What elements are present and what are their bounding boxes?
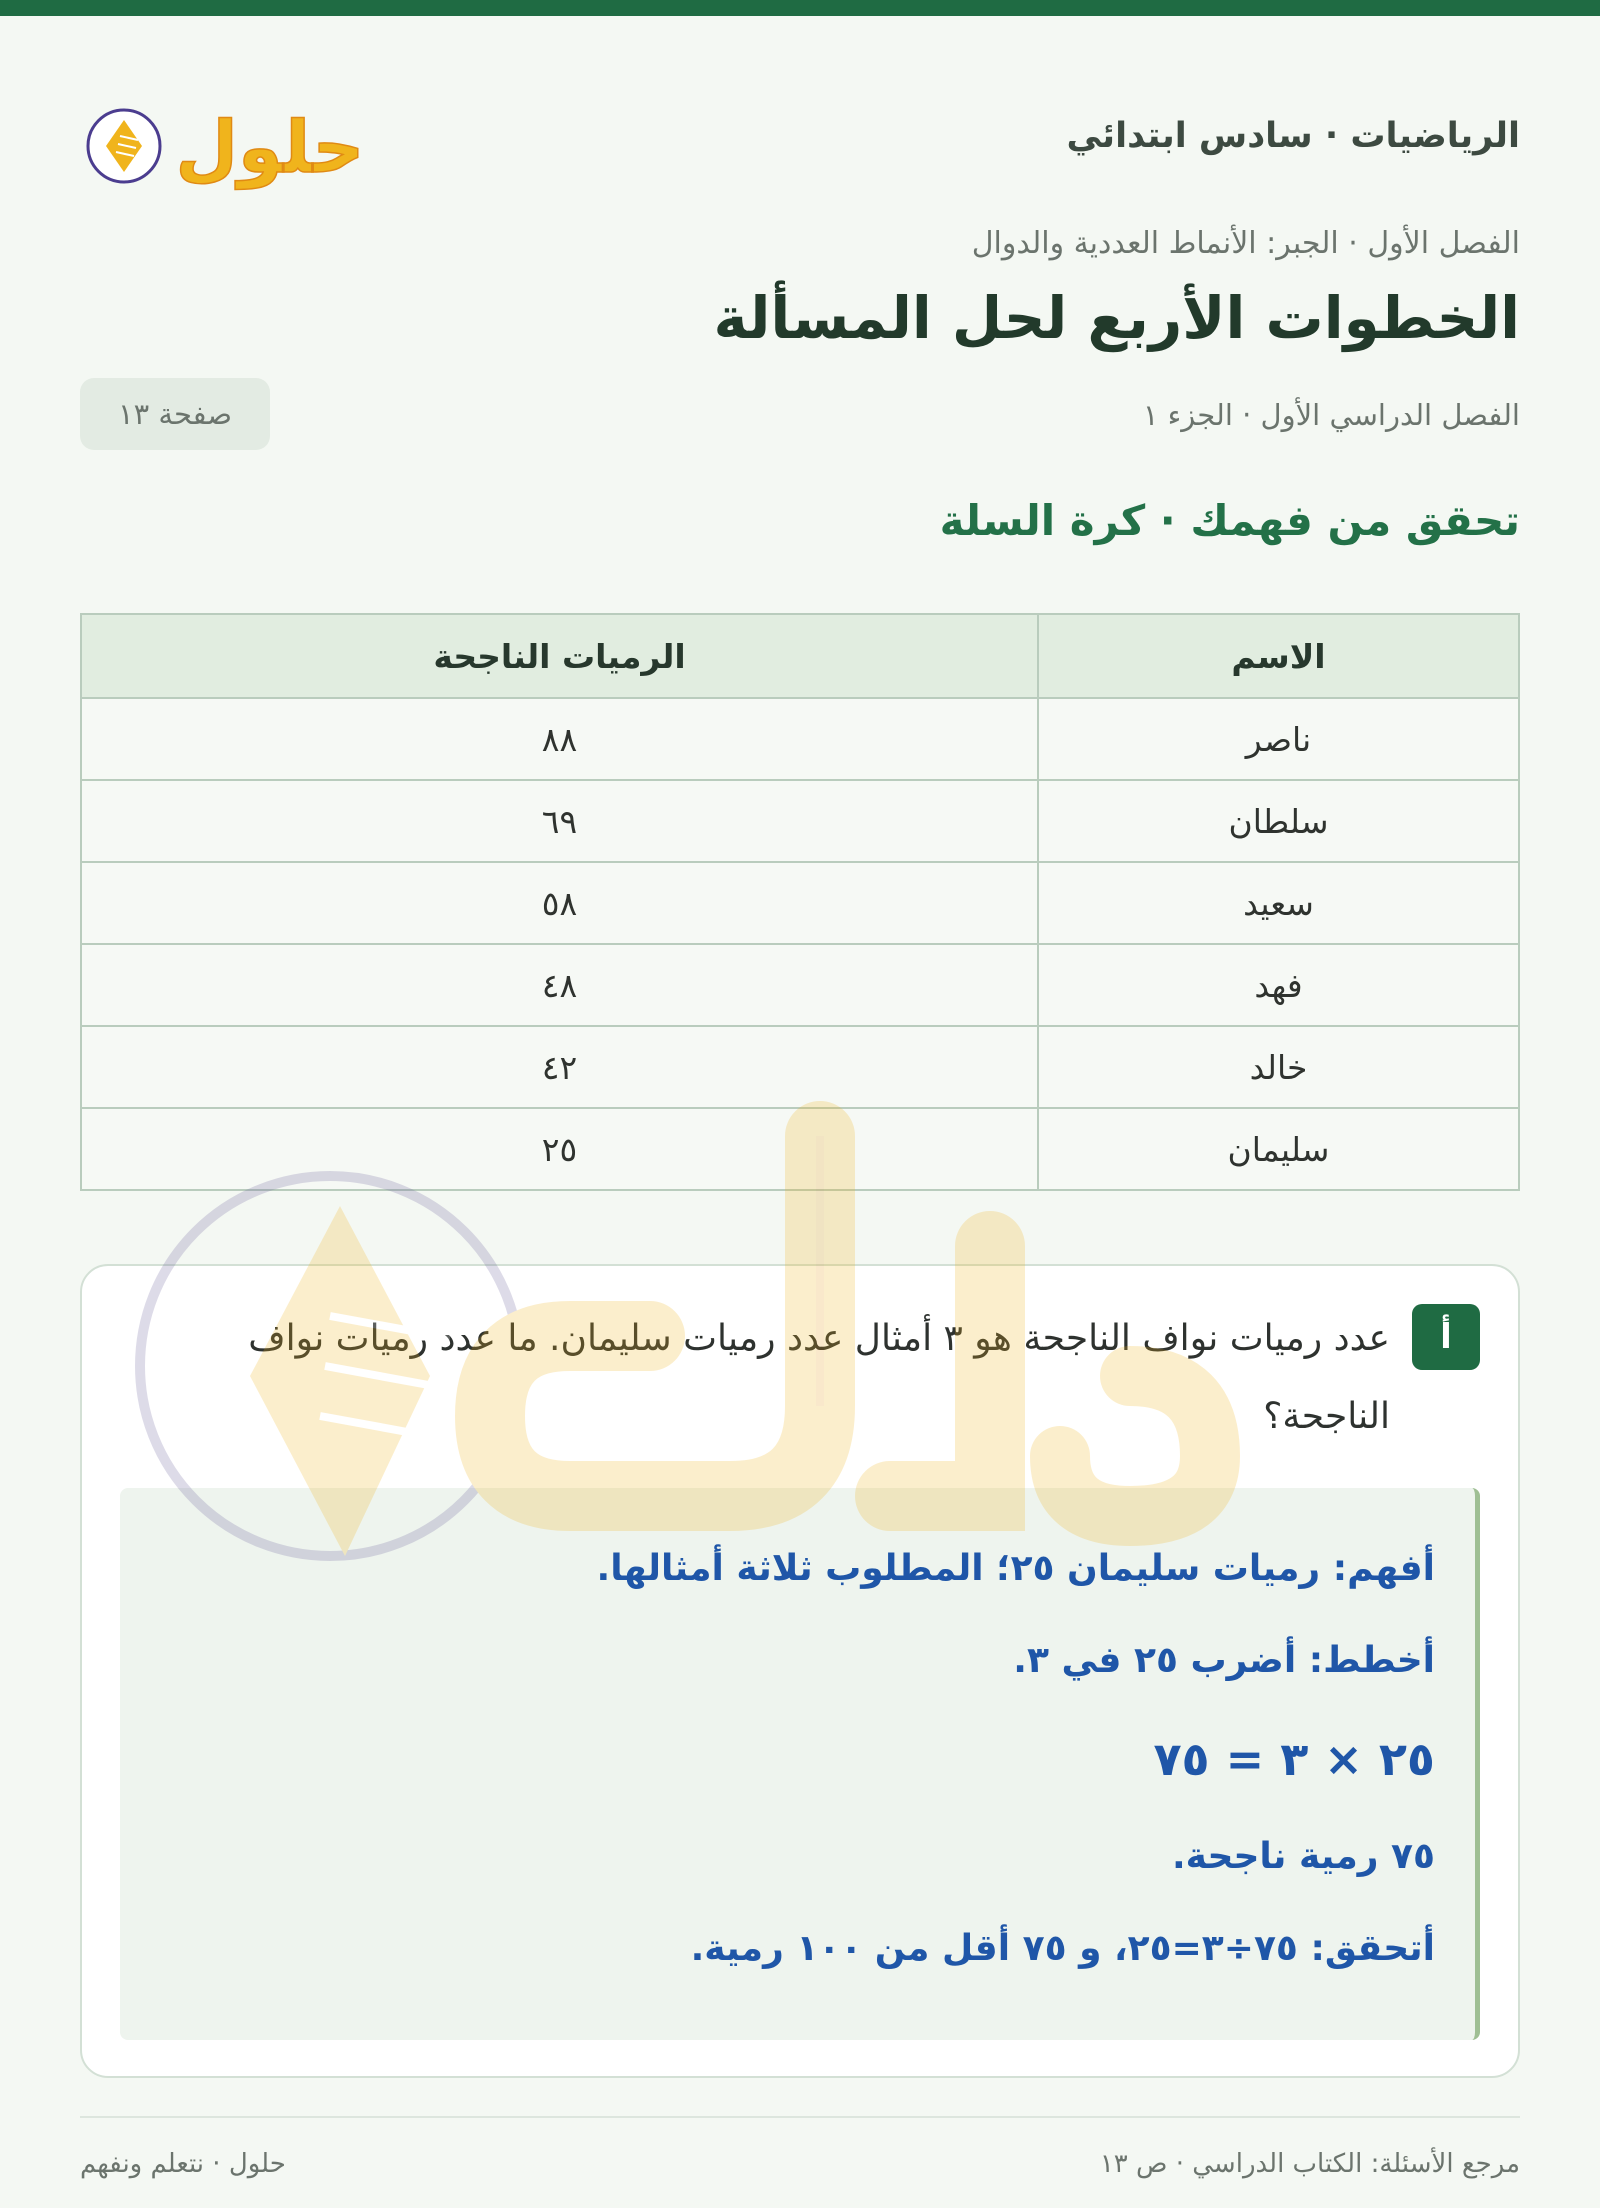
- subject-label: الرياضيات · سادس ابتدائي: [1066, 116, 1520, 156]
- solution-answer: ٧٥ رمية ناجحة.: [1172, 1836, 1435, 1877]
- throws-count: ٦٩: [81, 780, 1038, 862]
- throws-count: ٤٨: [81, 944, 1038, 1026]
- throws-count: ٢٥: [81, 1108, 1038, 1190]
- footer-brand: حلول · نتعلم ونفهم: [80, 2149, 286, 2179]
- chapter-label: الفصل الأول · الجبر: الأنماط العددية والدوال: [971, 226, 1520, 261]
- footer-divider: [80, 2116, 1520, 2118]
- footer-reference: مرجع الأسئلة: الكتاب الدراسي · ص ١٣: [1099, 2149, 1520, 2179]
- player-name: سعيد: [1038, 862, 1519, 944]
- table-row: [81, 944, 1519, 1026]
- player-name: سلطان: [1038, 780, 1519, 862]
- table-row: [81, 1108, 1519, 1190]
- solution-understand: أفهم: رميات سليمان ٢٥؛ المطلوب ثلاثة أمثالها.: [596, 1548, 1435, 1589]
- solution-equation: ٢٥ × ٣ = ٧٥: [1153, 1732, 1435, 1786]
- throws-count: ٤٢: [81, 1026, 1038, 1108]
- question-label-badge: أ: [1412, 1304, 1480, 1370]
- player-name: سليمان: [1038, 1108, 1519, 1190]
- table-row: [81, 780, 1519, 862]
- header-successful-throws: الرميات الناجحة: [81, 614, 1038, 698]
- semester-label: الفصل الدراسي الأول · الجزء ١: [1142, 398, 1520, 432]
- solution-plan: أخطط: أضرب ٢٥ في ٣.: [1013, 1640, 1435, 1681]
- header: [80, 76, 1520, 206]
- solution-check: أتحقق: ٧٥÷٣=٢٥، و ٧٥ أقل من ١٠٠ رمية.: [690, 1928, 1435, 1969]
- scores-table: [80, 613, 1520, 1191]
- question-text: عدد رميات نواف الناجحة هو ٣ أمثال عدد رميات سليمان. ما عدد رميات نواف الناجحة؟: [248, 1318, 1390, 1437]
- table-row: [81, 698, 1519, 780]
- throws-count: ٥٨: [81, 862, 1038, 944]
- question-card: [80, 1264, 1520, 2078]
- table-row: [81, 862, 1519, 944]
- solution-box: [120, 1488, 1480, 2040]
- table-row: [81, 1026, 1519, 1108]
- page-number-badge: صفحة ١٣: [80, 378, 270, 450]
- table-header-row: [81, 614, 1519, 698]
- lesson-title: الخطوات الأربع لحل المسألة: [713, 284, 1520, 352]
- player-name: خالد: [1038, 1026, 1519, 1108]
- section-heading: تحقق من فهمك · كرة السلة: [939, 496, 1520, 545]
- logo-graphic: [80, 76, 370, 206]
- hulul-logo[interactable]: [80, 76, 370, 206]
- throws-count: ٨٨: [81, 698, 1038, 780]
- top-accent-bar: [0, 0, 1600, 16]
- page: [0, 16, 1600, 2208]
- player-name: فهد: [1038, 944, 1519, 1026]
- player-name: ناصر: [1038, 698, 1519, 780]
- logo-text: حلول: [175, 105, 365, 189]
- header-name: الاسم: [1038, 614, 1519, 698]
